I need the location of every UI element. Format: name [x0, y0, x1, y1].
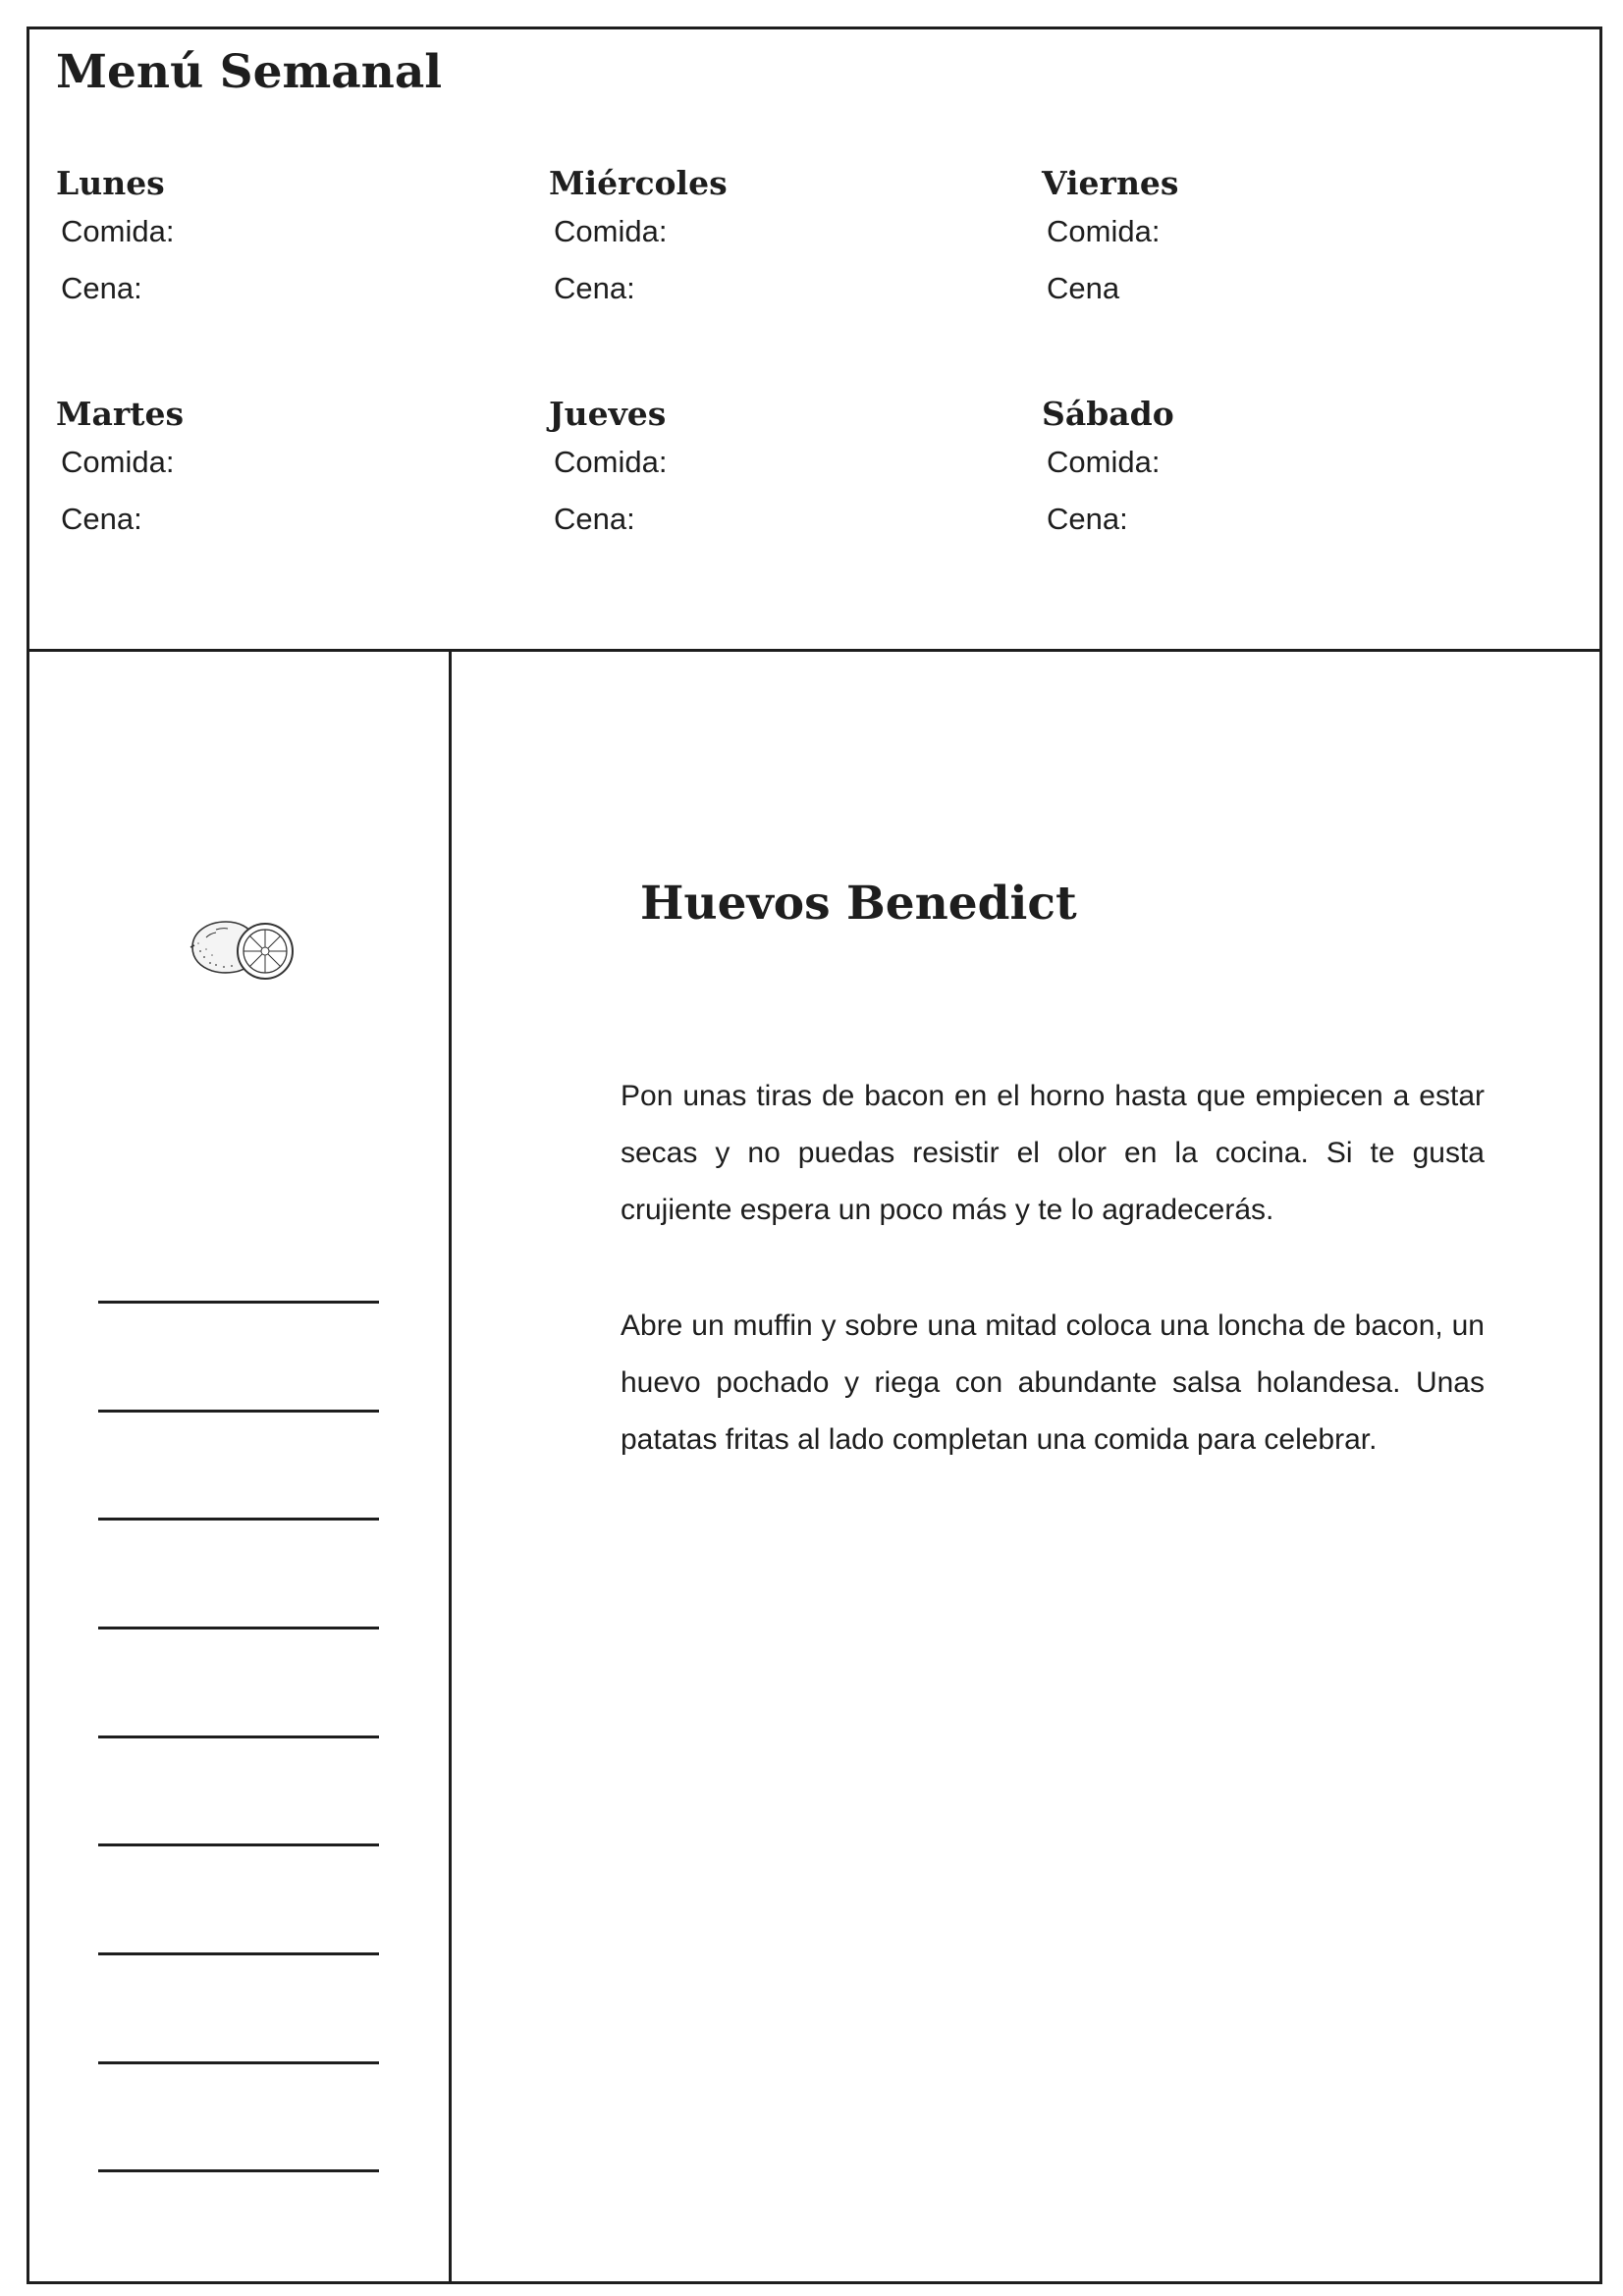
notes-line	[98, 1843, 379, 1846]
day-thursday	[549, 395, 1020, 548]
day-name: Viernes	[1042, 164, 1179, 202]
lunch-label: Comida:	[61, 214, 175, 248]
weekly-menu-box	[27, 27, 1602, 652]
dinner-label: Cena:	[554, 502, 635, 536]
day-name: Jueves	[549, 395, 667, 433]
recipe-paragraph: Abre un muffin y sobre una mitad coloca una loncha de bacon, un huevo pochado y riega con abundante salsa holandesa. Unas patatas fritas al lado completan una comida para celebrar.	[621, 1309, 1485, 1456]
notes-line	[98, 1952, 379, 1955]
notes-line	[98, 1301, 379, 1304]
notes-line	[98, 2061, 379, 2064]
lunch-label: Comida:	[1047, 445, 1161, 479]
lunch-label: Comida:	[61, 445, 175, 479]
day-friday	[1042, 164, 1513, 317]
dinner-label: Cena:	[1047, 502, 1128, 536]
day-wednesday	[549, 164, 1020, 317]
notes-line	[98, 1735, 379, 1738]
day-name: Sábado	[1042, 395, 1174, 433]
notes-line	[98, 1518, 379, 1521]
lunch-label: Comida:	[554, 214, 668, 248]
notes-column	[27, 649, 452, 2284]
notes-line	[98, 2169, 379, 2172]
dinner-label: Cena	[1047, 271, 1120, 305]
day-name: Miércoles	[549, 164, 728, 202]
notes-line	[98, 1410, 379, 1413]
dinner-label: Cena:	[61, 502, 142, 536]
day-name: Martes	[56, 395, 185, 433]
dinner-label: Cena:	[61, 271, 142, 305]
lunch-label: Comida:	[1047, 214, 1161, 248]
day-name: Lunes	[56, 164, 165, 202]
lunch-label: Comida:	[554, 445, 668, 479]
day-monday	[56, 164, 527, 317]
notes-line	[98, 1627, 379, 1629]
day-saturday	[1042, 395, 1513, 548]
lemon-icon	[187, 908, 299, 987]
recipe-title: Huevos Benedict	[640, 877, 1077, 931]
day-tuesday	[56, 395, 527, 548]
recipe-paragraph: Pon unas tiras de bacon en el horno hasta que empiecen a estar secas y no puedas resistir el olor en la cocina. Si te gusta crujiente espera un poco más y te lo agradecerás.	[621, 1080, 1485, 1226]
dinner-label: Cena:	[554, 271, 635, 305]
page-title: Menú Semanal	[56, 45, 443, 99]
